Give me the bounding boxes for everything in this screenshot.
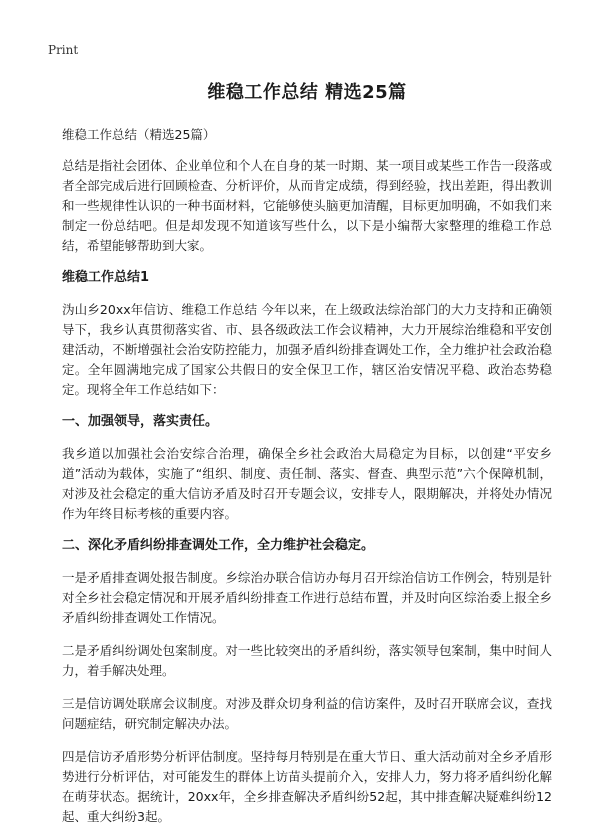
page-title: 维稳工作总结 精选25篇 bbox=[207, 82, 407, 103]
paragraph-assessment-system: 四是信访矛盾形势分析评估制度。坚持每月特别是在重大节日、重大活动前对全乡矛盾形势进行分析评估，对可能发生的群体上访苗头提前介入，安排人力，努力将矛盾纠纷化解在萌芽状态。据统计，20xx年，全乡排查解决矛盾纠纷52起，其中排查解决疑难纠纷12起、重大纠纷3起。 bbox=[62, 749, 552, 824]
paragraph-case-system: 二是矛盾纠纷调处包案制度。对一些比较突出的矛盾纠纷，落实领导包案制，集中时间人力，着手解决处理。 bbox=[62, 643, 552, 678]
paragraph-leadership: 我乡道以加强社会治安综合治理，确保全乡社会政治大局稳定为目标，以创建“平安乡道”活动为载体，实施了“组织、制度、责任制、落实、督查、典型示范”六个保障机制，对涉及社会稳定的重大信访矛盾及时召开专题会议，安排专人，限期解决，并将处办情况作为年终目标考核的重要内容。 bbox=[62, 446, 552, 521]
paragraph-reporting-system: 一是矛盾排查调处报告制度。乡综治办联合信访办每月召开综治信访工作例会，特别是针对全乡社会稳定情况和开展矛盾纠纷排查工作进行总结布置，并及时向区综治委上报全乡矛盾纠纷排查调处工作情况。 bbox=[62, 570, 552, 625]
intro-paragraph: 总结是指社会团体、企业单位和个人在自身的某一时期、某一项目或某些工作告一段落或者全部完成后进行回顾检查、分析评价，从而肯定成绩，得到经验，找出差距，得出教训和一些规律性认识的一种书面材料，它能够使头脑更加清醒，目标更加明确，不如我们来制定一份总结吧。但是却发现不知道该写些什么，以下是小编帮大家整理的维稳工作总结，希望能够帮助到大家。 bbox=[62, 158, 552, 253]
section-heading-summary-1: 维稳工作总结1 bbox=[62, 270, 150, 285]
paragraph-overview: 沩山乡20xx年信访、维稳工作总结 今年以来，在上级政法综治部门的大力支持和正确领导下，我乡认真贯彻落实省、市、县各级政法工作会议精神，大力开展综治维稳和平安创建活动，不断增强社会治安防控能力，加强矛盾纠纷排查调处工作，全力维护社会政治稳定。全年圆满地完成了国家公共假日的安全保卫工作，辖区治安情况平稳、政治态势稳定。现将全年工作总结如下： bbox=[62, 302, 552, 397]
print-label[interactable]: Print bbox=[48, 43, 79, 57]
paragraph-joint-meeting-system: 三是信访调处联席会议制度。对涉及群众切身利益的信访案件，及时召开联席会议，查找问题症结，研究制定解决办法。 bbox=[62, 696, 552, 731]
section-heading-leadership: 一、加强领导，落实责任。 bbox=[62, 414, 219, 429]
document-subtitle: 维稳工作总结（精选25篇） bbox=[62, 127, 216, 142]
document-body bbox=[62, 78, 552, 840]
section-heading-dispute-resolution: 二、深化矛盾纠纷排查调处工作，全力维护社会稳定。 bbox=[62, 538, 375, 553]
